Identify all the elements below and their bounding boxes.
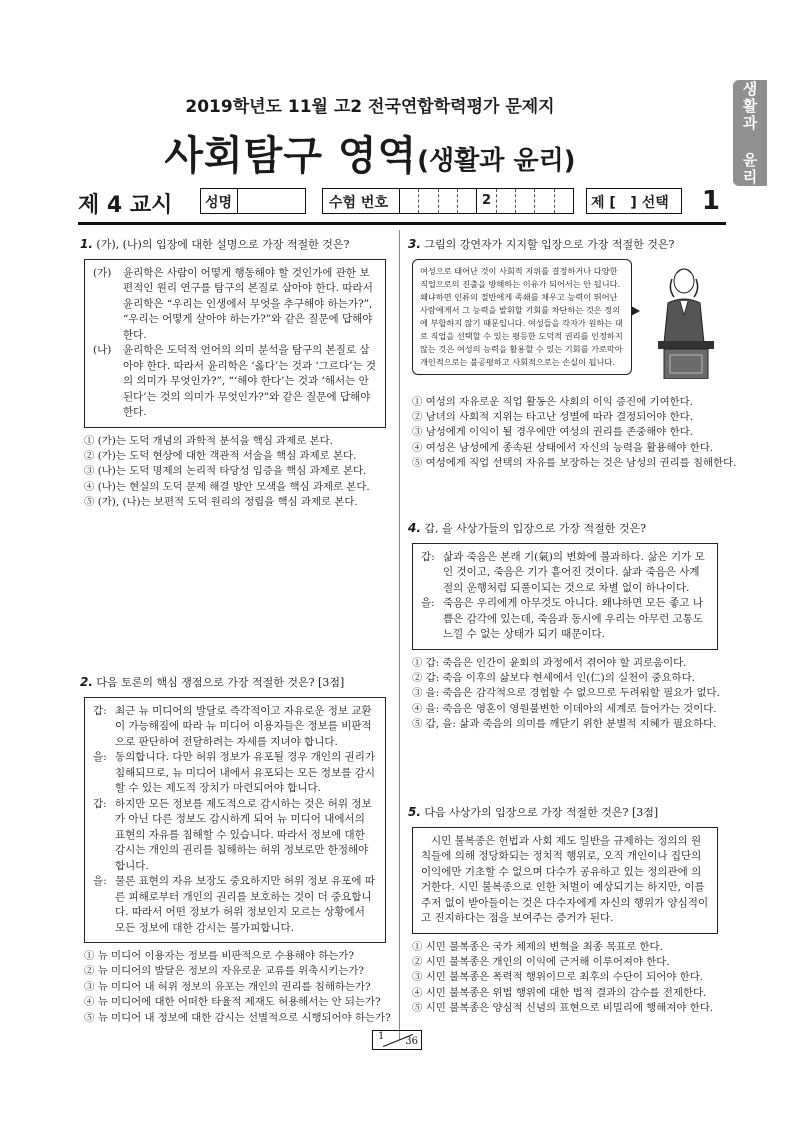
question-text: 다음 사상가의 입장으로 가장 적절한 것은? [3점] <box>424 806 659 819</box>
passage-item-text: 윤리학은 도덕적 언어의 의미 분석을 탐구의 본질로 삼아야 한다. 따라서 윤리학은 ‘옳다’는 것과 ‘그르다’는 것의 의미가 무엇인가?”, “‘해야 한다’는 것과 ‘해서는 안 된다’는 것의 의미가 무엇인가?”와 같은 질문에 답해야 한다. <box>123 344 377 418</box>
answer-options <box>412 395 737 472</box>
answer-option[interactable]: ④ 시민 불복종은 위법 행위에 대한 법적 결과의 감수를 전제한다. <box>412 986 707 999</box>
question-number: 2. <box>80 675 93 689</box>
question-5 <box>408 805 726 1017</box>
answer-option[interactable]: ① (가)는 도덕 개념의 과학적 분석을 핵심 과제로 본다. <box>84 434 333 447</box>
answer-option[interactable]: ④ (나)는 현실의 도덕 문제 해결 방안 모색을 핵심 과제로 본다. <box>84 480 370 493</box>
dialogue-text: 최근 뉴 미디어의 발달로 즉각적이고 자유로운 정보 교환이 가능해짐에 따라 뉴 미디어 이용자들은 정보를 비판적으로 판단하여 전달하려는 자세를 지녀야 합니다. <box>115 704 372 748</box>
column-divider <box>399 230 400 1040</box>
passage-box <box>412 543 718 650</box>
exam-number-cell[interactable] <box>555 189 573 213</box>
thinker-label: 갑: <box>421 550 435 563</box>
elective-choice-label: 제 [ ] 선택 <box>591 195 669 211</box>
exam-number-cell[interactable] <box>439 189 458 213</box>
speech-bubble: 여성으로 태어난 것이 사회적 지위를 결정하거나 다양한 직업으로의 진출을 방해하는 이유가 되어서는 안 됩니다. 왜냐하면 인류의 절반에게 족쇄를 채우고 능력이 뛰어난 사람에게서 그 능력을 발휘할 기회를 차단하는 것은 정의에 부합하지 않기 때문입니다. 여성들을 각자가 원하는 대로 직업을 선택할 수 있는 평등한 도덕적 권리를 인정하지 않는 것은 여성의 능력을 활용할 수 있는 기회를 가로막아 개인적으로는 불공평하고 사회적으로는 손실이 됩니다. <box>412 259 632 375</box>
dialogue-line <box>93 750 377 797</box>
answer-options <box>412 656 726 733</box>
dialogue-text: 하지만 모든 정보를 제도적으로 감시하는 것은 허위 정보가 아닌 다른 정보도 감시하게 되어 뉴 미디어 내에서의 표현의 자유를 침해할 수 있습니다. 따라서 정보에 대한 감시는 개인의 권리를 침해하는 허위 정보로만 한정해야 합니다. <box>115 797 372 872</box>
passage-box <box>412 827 718 934</box>
question-number: 1. <box>80 237 93 251</box>
question-number: 4. <box>408 521 421 535</box>
question-2 <box>80 675 391 1026</box>
exam-number-cell[interactable] <box>400 189 419 213</box>
answer-option[interactable]: ⑤ 뉴 미디어 내 정보에 대한 감시는 선별적으로 시행되어야 하는가? <box>84 1011 391 1024</box>
current-page: 1 <box>378 1031 385 1042</box>
passage-item-text: 죽음은 우리에게 아무것도 아니다. 왜냐하면 모든 좋고 나쁨은 감각에 있는데, 죽음과 동시에 우리는 아무런 고통도 느낄 수 없는 상태가 되기 때문이다. <box>443 597 703 640</box>
exam-main-title <box>0 124 740 181</box>
question-stem <box>408 237 726 253</box>
dialogue-text: 동의합니다. 다만 허위 정보가 유포될 경우 개인의 권리가 침해되므로, 뉴 미디어 내에서 유포되는 모든 정보를 감시할 수 있는 제도적 장치가 마련되어야 합니다. <box>115 751 375 794</box>
speaker-label: 갑: <box>93 797 107 810</box>
name-field[interactable] <box>200 188 306 214</box>
dialogue-line <box>93 874 377 936</box>
speaker-label: 갑: <box>93 704 107 717</box>
exam-number-cell[interactable] <box>419 189 438 213</box>
passage-item <box>421 550 709 597</box>
page-number: 1 <box>701 186 720 216</box>
answer-option[interactable]: ① 시민 불복종은 국가 체제의 변혁을 최종 목표로 한다. <box>412 940 663 953</box>
speaker-label: 을: <box>93 751 107 763</box>
exam-info-bar <box>78 186 726 222</box>
exam-top-title: 2019학년도 11월 고2 전국연합학력평가 문제지 <box>185 97 555 117</box>
passage-box <box>84 259 386 428</box>
answer-option[interactable]: ② 뉴 미디어의 발달은 정보의 자유로운 교류를 위축시키는가? <box>84 965 364 978</box>
answer-options <box>84 434 388 511</box>
dialogue-box <box>84 697 386 944</box>
name-label: 성명 <box>205 195 233 211</box>
subject-title: 사회탐구 영역 <box>164 133 418 179</box>
passage-item <box>93 343 377 421</box>
passage-item-text: 삶과 죽음은 본래 기(氣)의 변화에 불과하다. 삶은 기가 모인 것이고, 죽음은 기가 흩어진 것이다. 삶과 죽음은 사계절의 운행처럼 되풀이되는 것으로 차별 없이 하나이다. <box>443 550 705 594</box>
answer-option[interactable]: ③ 을: 죽음은 감각적으로 경험할 수 없으므로 두려워할 필요가 없다. <box>412 687 720 700</box>
dialogue-line <box>93 797 377 875</box>
side-subject-tab: 생활과 윤리 <box>733 80 767 186</box>
header-divider <box>78 222 726 225</box>
question-number: 5. <box>408 805 421 819</box>
passage-item-label: (나) <box>93 344 112 356</box>
lecturer-illustration <box>650 259 720 379</box>
answer-option[interactable]: ③ (나)는 도덕 명제의 논리적 타당성 입증을 핵심 과제로 본다. <box>84 465 367 478</box>
exam-number-cell[interactable] <box>497 189 516 213</box>
exam-number-cell[interactable] <box>458 189 477 213</box>
elective-choice-field[interactable] <box>586 188 682 214</box>
lecture-illustration <box>412 259 726 389</box>
answer-option[interactable]: ① 갑: 죽음은 인간이 윤회의 과정에서 겪어야 할 괴로움이다. <box>412 656 687 669</box>
question-stem <box>80 237 388 253</box>
answer-option[interactable]: ⑤ 시민 불복종은 양심적 신념의 표현으로 비밀리에 행해져야 한다. <box>412 1002 714 1015</box>
question-1 <box>80 237 388 511</box>
passage-item <box>421 596 709 643</box>
answer-option[interactable]: ① 뉴 미디어 이용자는 정보를 비판적으로 수용해야 하는가? <box>84 950 354 962</box>
answer-option[interactable]: ⑤ 여성에게 직업 선택의 자유를 보장하는 것은 남성의 권리를 침해한다. <box>412 457 737 470</box>
page-footer <box>372 1031 422 1049</box>
exam-number-label: 수험 번호 <box>329 195 388 211</box>
answer-option[interactable]: ⑤ 갑, 을: 삶과 죽음의 의미를 깨닫기 위한 분별적 지혜가 필요하다. <box>412 718 717 731</box>
question-stem <box>408 805 726 821</box>
question-text: (가), (나)의 입장에 대한 설명으로 가장 적절한 것은? <box>96 238 350 251</box>
exam-number-field[interactable] <box>322 188 574 214</box>
question-3 <box>408 237 737 472</box>
answer-option[interactable]: ① 여성의 자유로운 직업 활동은 사회의 이익 증진에 기여한다. <box>412 395 694 408</box>
answer-option[interactable]: ② (가)는 도덕 현상에 대한 객관적 서술을 핵심 과제로 본다. <box>84 449 357 462</box>
answer-option[interactable]: ④ 을: 죽음은 영혼이 영원불변한 이데아의 세계로 들어가는 것이다. <box>412 702 717 715</box>
answer-option[interactable]: ② 시민 불복종은 개인의 이익에 근거해 이루어져야 한다. <box>412 955 670 968</box>
answer-options <box>84 949 391 1026</box>
exam-number-cell-fixed: 2 <box>477 189 496 213</box>
answer-option[interactable]: ② 갑: 죽음 이후의 삶보다 현세에서 인(仁)의 실천이 중요하다. <box>412 671 695 684</box>
answer-option[interactable]: ③ 남성에게 이익이 될 경우에만 여성의 권리를 존중해야 한다. <box>412 426 694 439</box>
subject-subtitle: (생활과 윤리) <box>417 146 576 176</box>
question-4 <box>408 521 726 733</box>
answer-options <box>412 940 726 1017</box>
thinker-label: 을: <box>421 597 435 609</box>
question-text: 갑, 을 사상가들의 입장으로 가장 적절한 것은? <box>424 522 647 535</box>
dialogue-text: 물론 표현의 자유 보장도 중요하지만 허위 정보 유포에 따른 피해로부터 개인의 권리를 보호하는 것이 더 중요합니다. 따라서 어떤 정보가 허위 정보인지 모르는 상황에서 모든 정보에 대한 감시는 불가피합니다. <box>115 875 375 934</box>
answer-option[interactable]: ④ 뉴 미디어에 대한 어떠한 타율적 제재도 허용해서는 안 되는가? <box>84 996 381 1009</box>
passage-text: 시민 불복종은 헌법과 사회 제도 일반을 규제하는 정의의 원칙들에 의해 정당화되는 정치적 행위로, 오직 개인이나 집단의 이익에만 기초할 수 없으며 다수가 공유하고 있는 정의관에 의거한다. 시민 불복종으로 인한 처벌이 예상되기는 하지만, 이를 주저 없이 받아들이는 것은 다수자에게 자신의 행위가 양심적이고 진지하다는 점을 보여주는 증거가 된다. <box>421 834 709 924</box>
exam-number-cell[interactable] <box>535 189 554 213</box>
question-text: 그림의 강연자가 지지할 입장으로 가장 적절한 것은? <box>424 238 675 251</box>
speaker-label: 을: <box>93 875 107 887</box>
dialogue-line <box>93 704 377 751</box>
answer-option[interactable]: ⑤ (가), (나)는 보편적 도덕 원리의 정립을 핵심 과제로 본다. <box>84 496 358 509</box>
exam-period: 제 4 교시 <box>78 193 173 218</box>
question-stem <box>408 521 726 537</box>
passage-item-label: (가) <box>93 266 112 279</box>
exam-number-cell[interactable] <box>516 189 535 213</box>
answer-option[interactable]: ③ 뉴 미디어 내 허위 정보의 유포는 개인의 권리를 침해하는가? <box>84 980 371 993</box>
total-pages: 36 <box>405 1036 418 1047</box>
question-number: 3. <box>408 237 421 251</box>
answer-option[interactable]: ② 남녀의 사회적 지위는 타고난 성별에 따라 결정되어야 한다. <box>412 410 694 423</box>
answer-option[interactable]: ③ 시민 불복종은 폭력적 행위이므로 최후의 수단이 되어야 한다. <box>412 971 704 984</box>
question-stem <box>80 675 388 691</box>
question-text: 다음 토론의 핵심 쟁점으로 가장 적절한 것은? [3점] <box>96 676 345 689</box>
passage-item <box>93 266 377 344</box>
answer-option[interactable]: ④ 여성은 남성에게 종속된 상태에서 자신의 능력을 활용해야 한다. <box>412 441 714 454</box>
passage-item-text: 윤리학은 사람이 어떻게 행동해야 할 것인가에 관한 보편적인 원리 연구를 탐구의 본질로 삼아야 한다. 따라서 윤리학은 “우리는 인생에서 무엇을 추구해야 하는가?”, “우리는 어떻게 살아야 하는가?”와 같은 질문에 답해야 한다. <box>123 266 373 341</box>
